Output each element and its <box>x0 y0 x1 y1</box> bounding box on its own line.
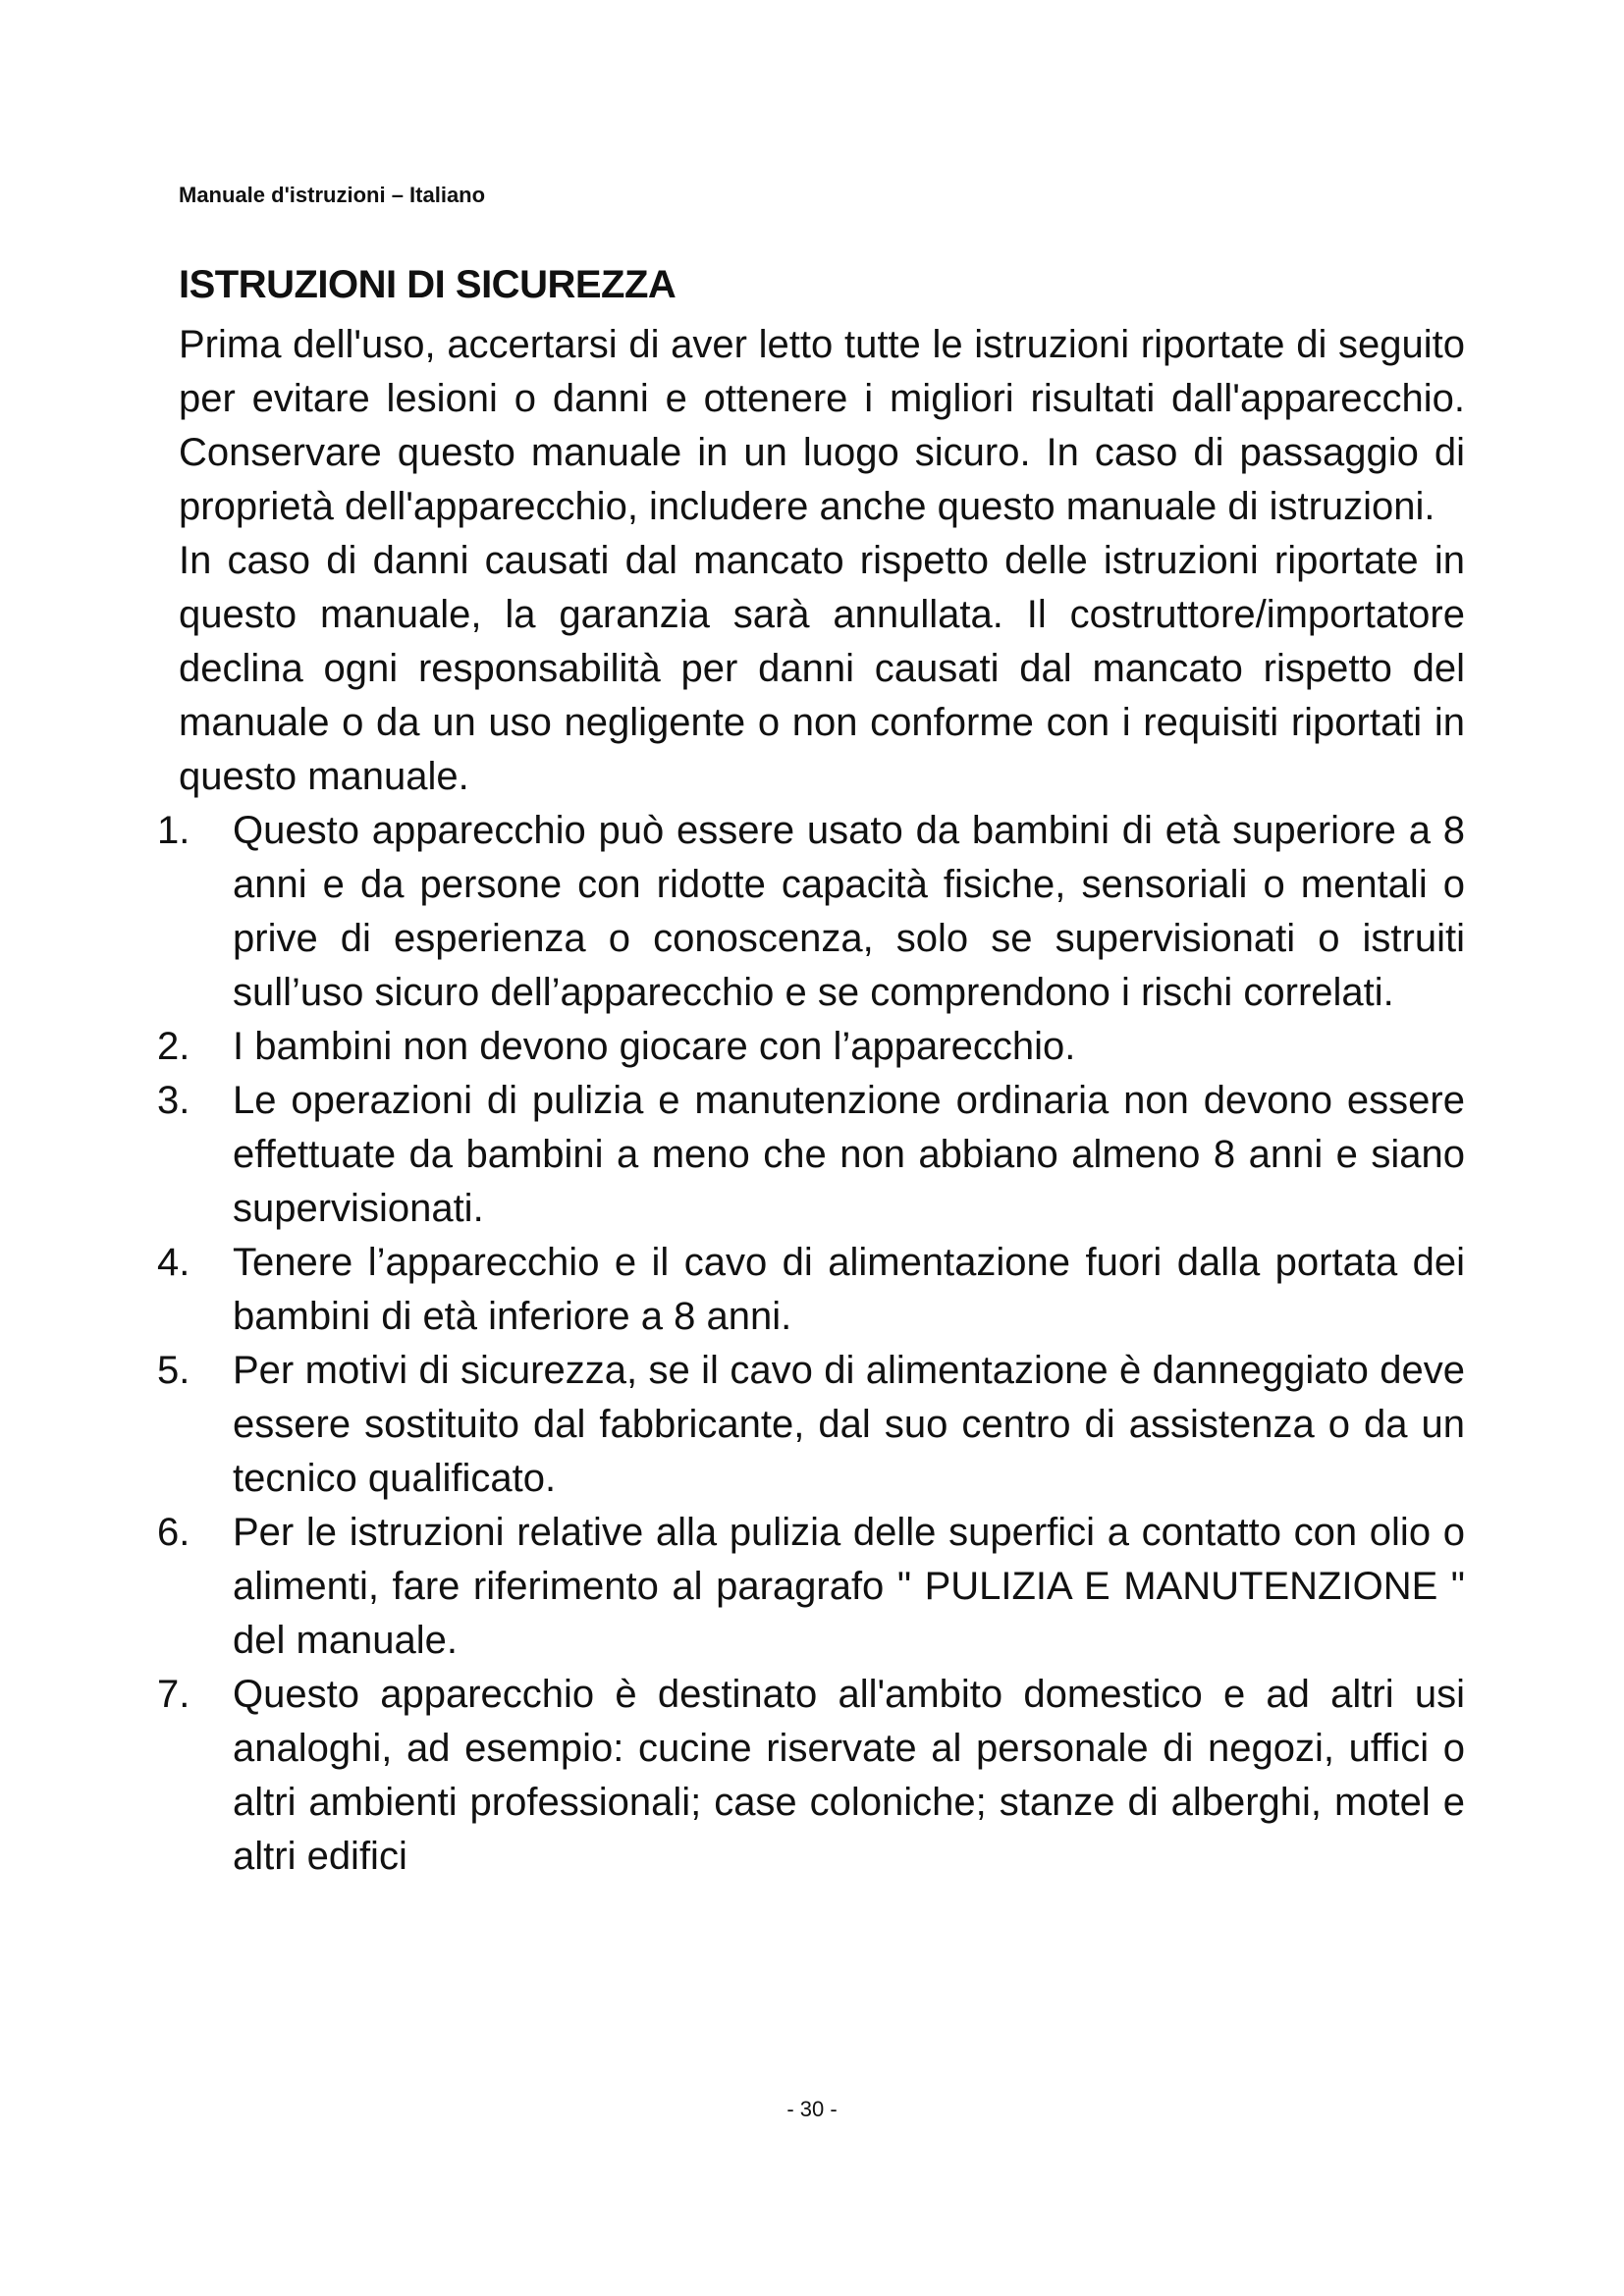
list-item <box>157 1344 1465 1506</box>
running-header: Manuale d'istruzioni – Italiano <box>179 183 486 207</box>
item-text: Tenere l’apparecchio e il cavo di alimentazione fuori dalla portata dei bambini di età inferiore a 8 anni. <box>233 1241 1465 1338</box>
page-number: - 30 - <box>786 2097 838 2121</box>
warranty-paragraph: In caso di danni causati dal mancato rispetto delle istruzioni riportate in questo manuale, la garanzia sarà annullata. Il costruttore/importatore declina ogni responsabilità per danni causati dal mancato rispetto del manuale o da un uso negligente o non conforme con i requisiti riportati in questo manuale. <box>179 539 1465 798</box>
document-body <box>157 318 1465 1884</box>
list-item <box>157 1506 1465 1668</box>
section-title: ISTRUZIONI DI SICUREZZA <box>179 263 677 306</box>
safety-rules-list <box>157 804 1465 1884</box>
item-number: 1. <box>157 809 190 852</box>
item-text: Le operazioni di pulizia e manutenzione ordinaria non devono essere effettuate da bambini a meno che non abbiano almeno 8 anni e siano supervisionati. <box>233 1079 1465 1230</box>
item-text: Per motivi di sicurezza, se il cavo di alimentazione è danneggiato deve essere sostituito dal fabbricante, dal suo centro di assistenza o da un tecnico qualificato. <box>233 1349 1465 1500</box>
item-text: Questo apparecchio è destinato all'ambito domestico e ad altri usi analoghi, ad esempio: cucine riservate al personale di negozi, uffici o altri ambienti professionali; case coloniche; stanze di alberghi, motel e altri edifici <box>233 1673 1465 1878</box>
list-item <box>157 1074 1465 1236</box>
item-number: 5. <box>157 1349 190 1392</box>
item-number: 7. <box>157 1673 190 1716</box>
list-item <box>157 1020 1465 1074</box>
item-number: 4. <box>157 1241 190 1284</box>
intro-paragraph: Prima dell'uso, accertarsi di aver letto tutte le istruzioni riportate di seguito per evitare lesioni o danni e ottenere i migliori risultati dall'apparecchio. Conservare questo manuale in un luogo sicuro. In caso di passaggio di proprietà dell'apparecchio, includere anche questo manuale di istruzioni. <box>179 323 1465 528</box>
item-number: 6. <box>157 1511 190 1554</box>
list-item <box>157 1236 1465 1344</box>
item-number: 3. <box>157 1079 190 1122</box>
item-text: Questo apparecchio può essere usato da bambini di età superiore a 8 anni e da persone con ridotte capacità fisiche, sensoriali o mentali o prive di esperienza o conoscenza, solo se supervisionati o istruiti sull’uso sicuro dell’apparecchio e se comprendono i rischi correlati. <box>233 809 1465 1014</box>
item-text: I bambini non devono giocare con l’apparecchio. <box>233 1025 1076 1068</box>
list-item <box>157 804 1465 1020</box>
item-text: Per le istruzioni relative alla pulizia delle superfici a contatto con olio o alimenti, fare riferimento al paragrafo " PULIZIA E MANUTENZIONE " del manuale. <box>233 1511 1465 1662</box>
item-number: 2. <box>157 1025 190 1068</box>
list-item <box>157 1668 1465 1884</box>
